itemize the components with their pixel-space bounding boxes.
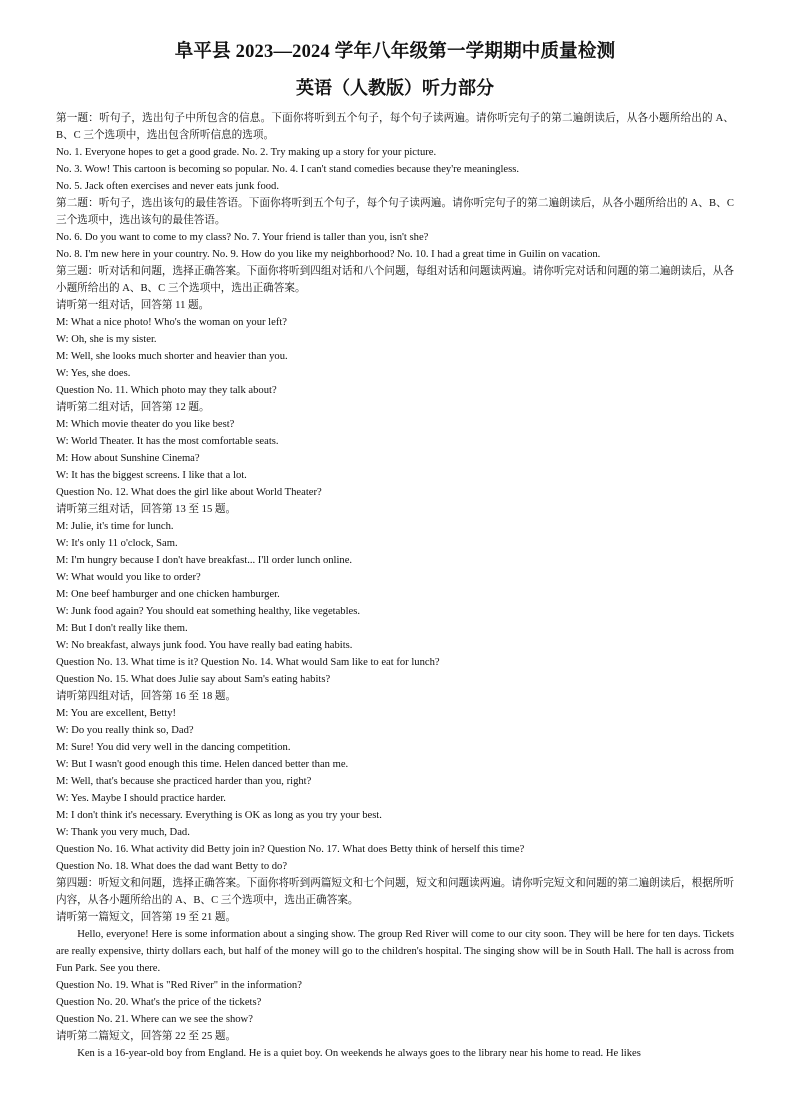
text-line: M: But I don't really like them. bbox=[56, 623, 188, 634]
text-line: No. 8. I'm new here in your country. No. 9. How do you like my neighborhood? No. 10. I had a great time in Guilin on vacation. bbox=[56, 249, 601, 260]
text-line: W: Do you really think so, Dad? bbox=[56, 725, 194, 736]
text-line: M: Julie, it's time for lunch. bbox=[56, 521, 174, 532]
text-line: Question No. 12. What does the girl like about World Theater? bbox=[56, 487, 322, 498]
text-line: 请听第二篇短文，回答第 22 至 25 题。 bbox=[56, 1031, 237, 1042]
text-line: No. 5. Jack often exercises and never eats junk food. bbox=[56, 181, 279, 192]
text-line: Question No. 16. What activity did Betty join in? Question No. 17. What does Betty think of herself this time? bbox=[56, 844, 525, 855]
text-line: Question No. 11. Which photo may they talk about? bbox=[56, 385, 277, 396]
text-line: W: Junk food again? You should eat something healthy, like vegetables. bbox=[56, 606, 361, 617]
text-line: 请听第四组对话，回答第 16 至 18 题。 bbox=[56, 691, 237, 702]
instruction-paragraph: 第四题：听短文和问题，选择正确答案。下面你将听到两篇短文和七个问题，短文和问题读两遍。请你听完短文和问题的第二遍朗读后，根据所听内容，从各小题所给出的 A、B、C 三个选项中，选出正确答案。 bbox=[56, 878, 734, 906]
text-line: M: Which movie theater do you like best? bbox=[56, 419, 235, 430]
doc-title: 阜平县 2023—2024 学年八年级第一学期期中质量检测 bbox=[174, 42, 616, 62]
text-line: Question No. 18. What does the dad want Betty to do? bbox=[56, 861, 288, 872]
text-line: M: Well, that's because she practiced harder than you, right? bbox=[56, 776, 312, 787]
text-line: W: Yes. Maybe I should practice harder. bbox=[56, 793, 226, 804]
text-line: 请听第三组对话，回答第 13 至 15 题。 bbox=[56, 504, 237, 515]
text-line: Question No. 13. What time is it? Question No. 14. What would Sam like to eat for lunch? bbox=[56, 657, 440, 668]
instruction-paragraph: 第二题：听句子，选出该句的最佳答语。下面你将听到五个句子，每个句子读两遍。请你听完句子的第二遍朗读后，从各小题所给出的 A、B、C 三个选项中，选出该句的最佳答语。 bbox=[56, 198, 734, 226]
text-line: W: Thank you very much, Dad. bbox=[56, 827, 190, 838]
text-line: M: What a nice photo! Who's the woman on your left? bbox=[56, 317, 287, 328]
passage-line: Ken is a 16-year-old boy from England. He is a quiet boy. On weekends he always goes to the library near his home to read. He likes bbox=[77, 1048, 641, 1059]
instruction-paragraph: 第一题：听句子，选出句子中所包含的信息。下面你将听到五个句子，每个句子读两遍。请你听完句子的第二遍朗读后，从各小题所给出的 A、B、C 三个选项中，选出包含所听信息的选项。 bbox=[56, 113, 734, 141]
text-line: Question No. 21. Where can we see the show? bbox=[56, 1014, 253, 1025]
text-line: W: It has the biggest screens. I like that a lot. bbox=[56, 470, 247, 481]
text-line: W: What would you like to order? bbox=[56, 572, 201, 583]
text-line: 请听第二组对话，回答第 12 题。 bbox=[56, 402, 210, 413]
text-line: M: One beef hamburger and one chicken hamburger. bbox=[56, 589, 280, 600]
text-line: 请听第一篇短文，回答第 19 至 21 题。 bbox=[56, 912, 237, 923]
text-line: Question No. 19. What is "Red River" in the information? bbox=[56, 980, 302, 991]
text-line: M: I'm hungry because I don't have breakfast... I'll order lunch online. bbox=[56, 555, 353, 566]
instruction-paragraph: 第三题：听对话和问题，选择正确答案。下面你将听到四组对话和八个问题，每组对话和问题读两遍。请你听完对话和问题的第二遍朗读后，从各小题所给出的 A、B、C 三个选项中，选出正确答案。 bbox=[56, 266, 734, 294]
text-line: M: You are excellent, Betty! bbox=[56, 708, 177, 719]
doc-body bbox=[56, 110, 734, 1062]
text-line: No. 1. Everyone hopes to get a good grade. No. 2. Try making up a story for your picture. bbox=[56, 147, 437, 158]
text-line: Question No. 15. What does Julie say about Sam's eating habits? bbox=[56, 674, 331, 685]
text-line: Question No. 20. What's the price of the tickets? bbox=[56, 997, 262, 1008]
text-line: W: World Theater. It has the most comfortable seats. bbox=[56, 436, 279, 447]
passage-paragraph: Hello, everyone! Here is some information about a singing show. The group Red River will come to our city soon. They will be here for ten days. Tickets are really expensive, thirty dollars each, but half of the money will go to the children's hospital. The singing show will be in South Hall. The hall is across from Fun Park. See you there. bbox=[56, 929, 734, 974]
text-line: W: Oh, she is my sister. bbox=[56, 334, 157, 345]
text-line: W: It's only 11 o'clock, Sam. bbox=[56, 538, 178, 549]
text-line: W: Yes, she does. bbox=[56, 368, 131, 379]
doc-subtitle: 英语（人教版）听力部分 bbox=[296, 78, 494, 98]
text-line: W: No breakfast, always junk food. You have really bad eating habits. bbox=[56, 640, 353, 651]
text-line: M: Sure! You did very well in the dancing competition. bbox=[56, 742, 291, 753]
text-line: W: But I wasn't good enough this time. Helen danced better than me. bbox=[56, 759, 349, 770]
text-line: M: How about Sunshine Cinema? bbox=[56, 453, 200, 464]
text-line: M: I don't think it's necessary. Everything is OK as long as you try your best. bbox=[56, 810, 382, 821]
text-line: No. 3. Wow! This cartoon is becoming so popular. No. 4. I can't stand comedies because they're meaningless. bbox=[56, 164, 519, 175]
text-line: 请听第一组对话，回答第 11 题。 bbox=[56, 300, 210, 311]
text-line: M: Well, she looks much shorter and heavier than you. bbox=[56, 351, 288, 362]
text-line: No. 6. Do you want to come to my class? No. 7. Your friend is taller than you, isn't she? bbox=[56, 232, 429, 243]
